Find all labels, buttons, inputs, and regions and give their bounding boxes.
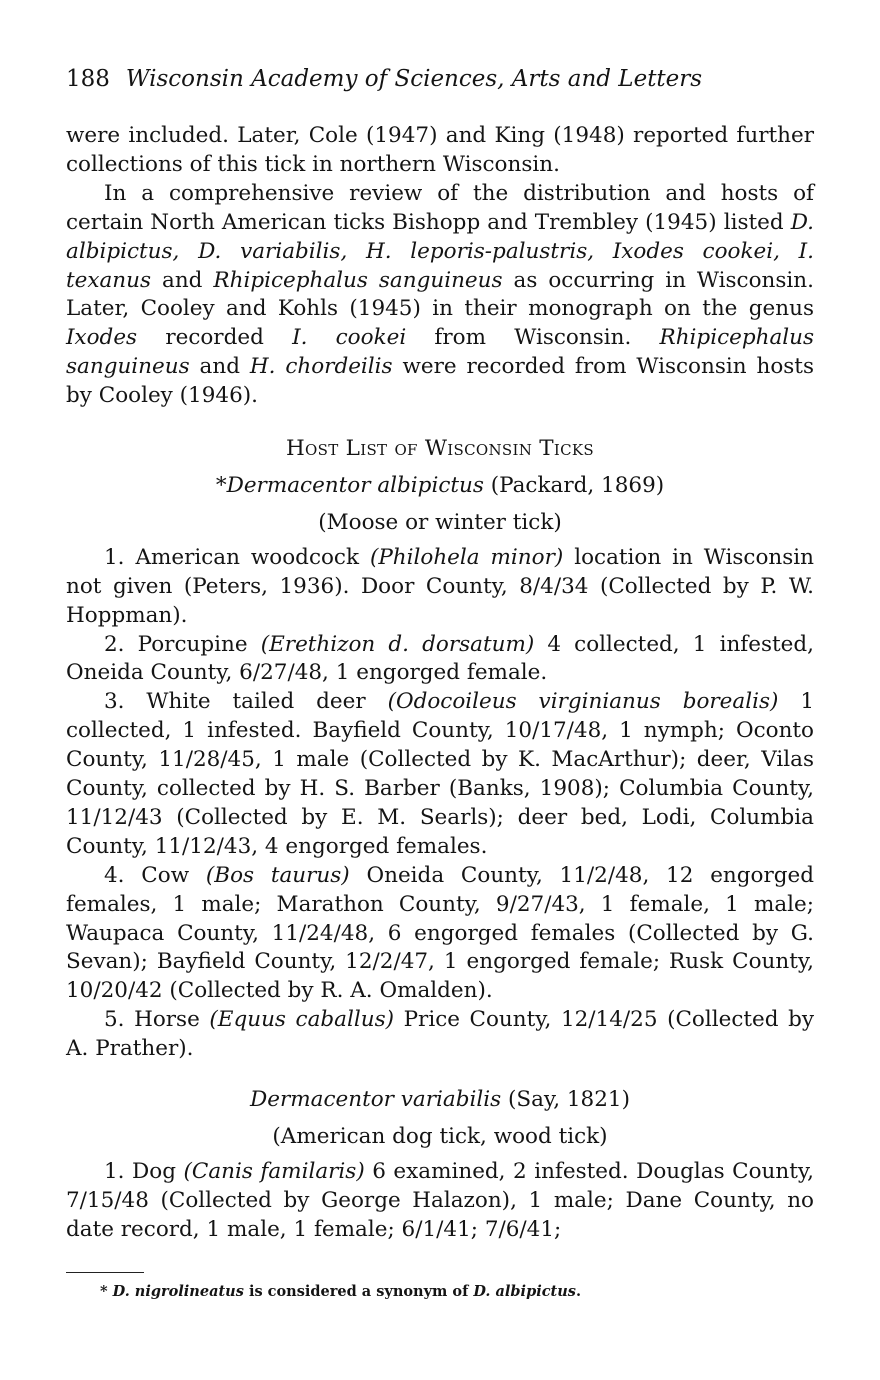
host-record: Oneida County, 11/2/48, 12 engorged females, 1 male; Marathon County, 9/27/43, 1 female, 1 male; Waupaca County, 11/24/48, 6 engorged females (Collected by G. Sevan); Bayfield County, 12/2/47, 1 engorged female; Rusk County, 10/20/42 (Collected by R. A. Omalden). [66,862,815,1004]
species-name: Rhipicephalus sanguineus [213,267,503,293]
text-span: from Wisconsin. [406,325,660,351]
host-entry [66,688,814,861]
host-name: 3. White tailed deer [104,689,388,715]
host-scientific-name: (Odocoileus virginianus borealis) [387,689,779,715]
host-name: 4. Cow [104,862,206,888]
species-name: Dermacentor albipictus [226,472,484,498]
footnote [100,1282,800,1302]
species-author: (Say, 1821) [501,1087,630,1113]
paragraph-review [66,180,814,411]
species-name: Rhipicephalus sanguineus [66,325,815,380]
host-name: 1. Dog [104,1158,184,1184]
host-record: location in Wisconsin not given (Peters, 1936). Door County, 8/4/34 (Collected by P. W. Hoppman). [66,544,815,628]
text-span: were recorded from Wisconsin hosts by Cooley (1946). [66,354,814,409]
page-number: 188 [66,66,110,92]
species-heading [66,472,814,501]
text-span: as occurring in Wisconsin. Later, Cooley and Kohls (1945) in their monograph on the genus [66,267,814,322]
species-name: I. cookei [292,325,407,351]
footnote-marker: * [215,472,227,498]
species-list: D. albipictus, D. variabilis, H. leporis-palustris, Ixodes cookei, I. texanus [66,209,814,293]
host-scientific-name: (Canis familaris) [183,1158,365,1184]
footnote-marker: * [100,1283,113,1300]
journal-title: Wisconsin Academy of Sciences, Arts and Letters [125,66,703,92]
paragraph-continued: were included. Later, Cole (1947) and King (1948) reported further collections of this tick in northern Wisconsin. [66,123,814,177]
host-entry [66,1158,814,1245]
host-name: 1. American woodcock [104,544,370,570]
text-span: In a comprehensive review of the distribution and hosts of certain North American ticks Bishopp and Trembley (1945) listed [66,180,814,235]
host-entry [66,544,814,631]
host-scientific-name: (Equus caballus) [209,1007,394,1033]
text-span: . [575,1283,582,1300]
host-entry [66,862,814,1007]
host-record: 6 examined, 2 infested. Douglas County, 7/15/48 (Collected by George Halazon), 1 male; Dane County, no date record, 1 male, 1 female; 6/1/41; 7/6/41; [66,1158,814,1242]
common-name: (American dog tick, wood tick) [272,1124,608,1149]
host-name: 2. Porcupine [104,631,261,657]
host-entry [66,631,814,689]
species-name: D. nigrolineatus [112,1283,244,1300]
host-scientific-name: (Philohela minor) [369,544,564,570]
host-entry [66,1006,814,1064]
host-record: 1 collected, 1 infested. Bayfield County, 10/17/48, 1 nymph; Oconto County, 11/28/45, 1 male (Collected by K. MacArthur); deer, Vilas County, collected by H. S. Barber (Banks, 1908); Columbia County, 11/12/43 (Collected by E. M. Searls); deer bed, Lodi, Columbia County, 11/12/43, 4 engorged females. [66,689,815,859]
footnote-rule [66,1272,144,1273]
host-scientific-name: (Erethizon d. dorsatum) [260,631,535,657]
body-text [66,122,814,1245]
running-header [66,64,826,94]
genus-name: Ixodes [66,325,138,351]
text-span: is considered a synonym of [243,1283,474,1300]
text-span: and [189,354,250,380]
species-heading [66,1086,814,1115]
host-record: 4 collected, 1 infested, Oneida County, 6/27/48, 1 engorged female. [66,631,814,686]
common-name: (Moose or winter tick) [318,509,562,535]
species-name: Dermacentor variabilis [250,1087,502,1113]
section-heading: Host List of Wisconsin Ticks [285,436,594,462]
text-span: and [151,267,214,293]
host-record: Price County, 12/14/25 (Collected by A. Prather). [66,1007,814,1062]
species-name: H. chordeilis [249,354,393,380]
text-span: recorded [137,325,293,351]
host-name: 5. Horse [104,1007,210,1033]
species-author: (Packard, 1869) [483,472,665,498]
host-scientific-name: (Bos taurus) [205,862,350,888]
species-name: D. albipictus [473,1283,576,1300]
